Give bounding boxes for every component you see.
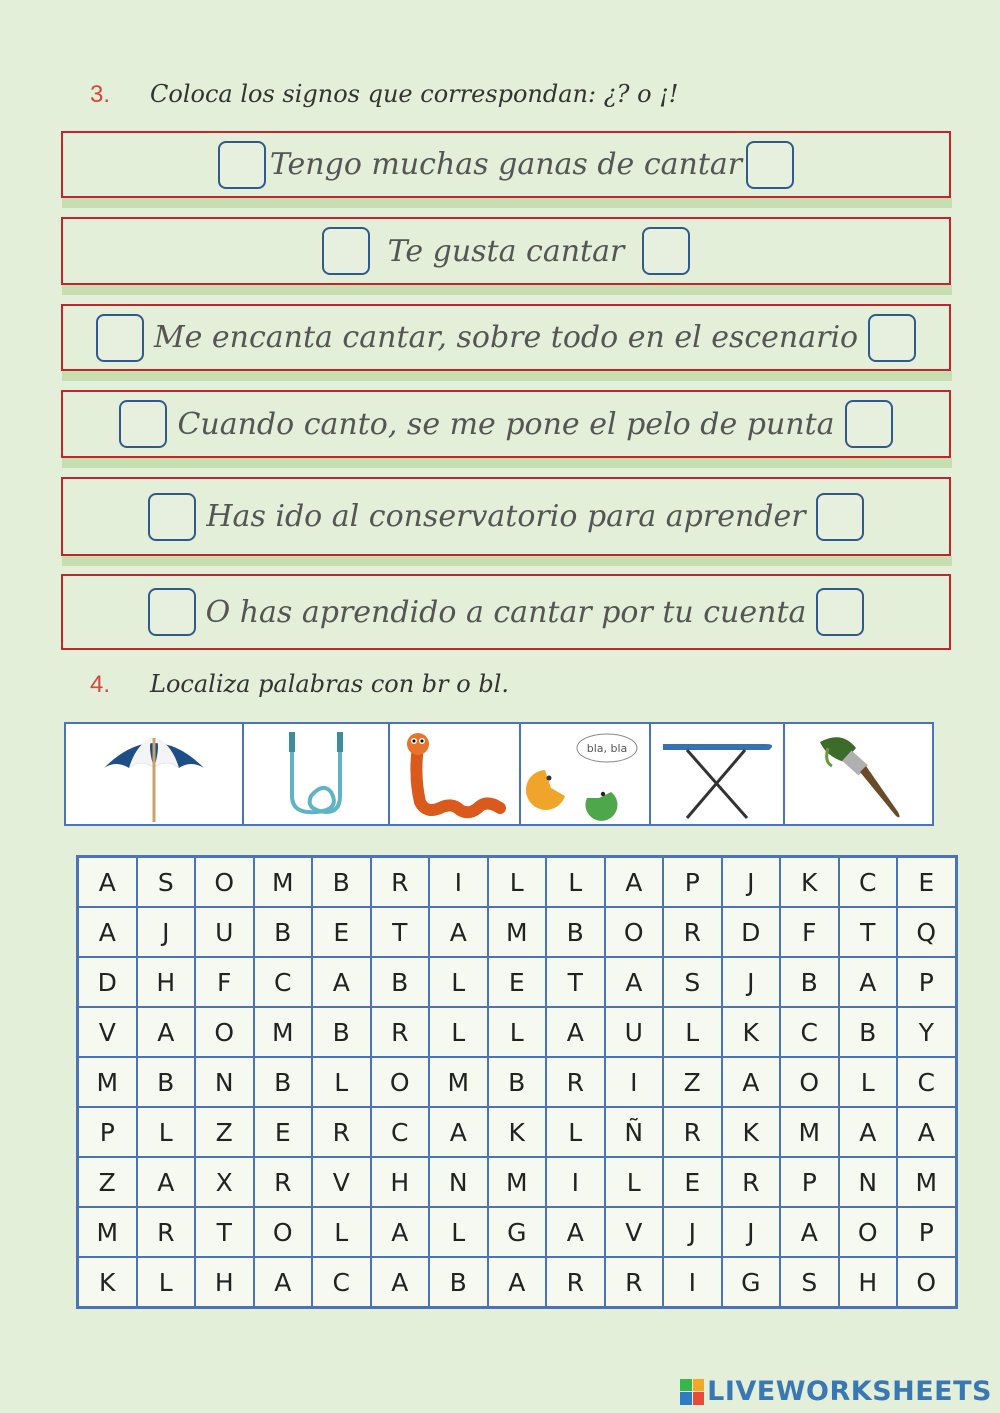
grid-letter-cell[interactable]: D — [722, 907, 781, 957]
ironing-board-icon — [651, 724, 785, 824]
divider-stripe — [62, 285, 952, 295]
grid-letter-cell[interactable]: R — [663, 1107, 722, 1157]
grid-letter-cell[interactable]: A — [605, 857, 664, 908]
umbrella-icon — [66, 724, 244, 824]
grid-row — [78, 1207, 957, 1257]
grid-letter-cell[interactable]: N — [429, 1157, 488, 1207]
grid-letter-cell[interactable]: X — [195, 1157, 254, 1207]
grid-letter-cell[interactable]: C — [897, 1057, 956, 1107]
sentence-text-1: Tengo muchas ganas de cantar — [269, 147, 743, 182]
grid-letter-cell[interactable]: U — [605, 1007, 664, 1057]
grid-letter-cell[interactable]: B — [780, 957, 839, 1007]
closing-sign-input-3[interactable] — [868, 314, 916, 362]
grid-letter-cell[interactable]: J — [722, 857, 781, 908]
grid-letter-cell[interactable]: O — [780, 1057, 839, 1107]
grid-letter-cell[interactable]: T — [195, 1207, 254, 1257]
grid-letter-cell[interactable]: A — [897, 1107, 956, 1157]
grid-letter-cell[interactable]: K — [488, 1107, 547, 1157]
opening-sign-input-1[interactable] — [218, 141, 266, 189]
grid-letter-cell[interactable]: I — [429, 857, 488, 908]
grid-letter-cell[interactable]: K — [722, 1107, 781, 1157]
grid-letter-cell[interactable]: E — [254, 1107, 313, 1157]
grid-letter-cell[interactable]: L — [137, 1107, 196, 1157]
grid-letter-cell[interactable]: R — [546, 1257, 605, 1308]
grid-row — [78, 1107, 957, 1157]
grid-letter-cell[interactable]: R — [663, 907, 722, 957]
grid-letter-cell[interactable]: A — [429, 1107, 488, 1157]
grid-letter-cell[interactable]: R — [371, 1007, 430, 1057]
closing-sign-input-4[interactable] — [845, 400, 893, 448]
grid-letter-cell[interactable]: J — [663, 1207, 722, 1257]
grid-letter-cell[interactable]: A — [488, 1257, 547, 1308]
grid-letter-cell[interactable]: L — [312, 1207, 371, 1257]
grid-letter-cell[interactable]: P — [780, 1157, 839, 1207]
grid-letter-cell[interactable]: R — [137, 1207, 196, 1257]
grid-letter-cell[interactable]: M — [780, 1107, 839, 1157]
grid-letter-cell[interactable]: H — [137, 957, 196, 1007]
grid-letter-cell[interactable]: A — [254, 1257, 313, 1308]
cable-icon — [244, 724, 390, 824]
grid-letter-cell[interactable]: J — [722, 957, 781, 1007]
grid-letter-cell[interactable]: P — [897, 957, 956, 1007]
sentence-text-4: Cuando canto, se me pone el pelo de punta — [177, 406, 835, 442]
grid-letter-cell[interactable]: L — [663, 1007, 722, 1057]
logo-icon — [680, 1379, 704, 1405]
grid-letter-cell[interactable]: I — [605, 1057, 664, 1107]
picture-strip — [64, 722, 934, 826]
grid-letter-cell[interactable]: J — [722, 1207, 781, 1257]
grid-letter-cell[interactable]: C — [312, 1257, 371, 1308]
grid-letter-cell[interactable]: O — [371, 1057, 430, 1107]
grid-letter-cell[interactable]: A — [371, 1257, 430, 1308]
grid-letter-cell[interactable]: H — [195, 1257, 254, 1308]
grid-letter-cell[interactable]: A — [137, 1007, 196, 1057]
sentence-text-2: Te gusta cantar — [387, 233, 625, 269]
grid-letter-cell[interactable]: C — [371, 1107, 430, 1157]
grid-letter-cell[interactable]: E — [663, 1157, 722, 1207]
grid-letter-cell[interactable]: L — [429, 957, 488, 1007]
grid-letter-cell[interactable]: U — [195, 907, 254, 957]
grid-letter-cell[interactable]: B — [488, 1057, 547, 1107]
grid-letter-cell[interactable]: T — [839, 907, 898, 957]
grid-letter-cell[interactable]: L — [429, 1207, 488, 1257]
grid-letter-cell[interactable]: N — [195, 1057, 254, 1107]
grid-letter-cell[interactable]: L — [488, 1007, 547, 1057]
grid-letter-cell[interactable]: H — [371, 1157, 430, 1207]
grid-letter-cell[interactable]: B — [429, 1257, 488, 1308]
grid-letter-cell[interactable]: Z — [195, 1107, 254, 1157]
opening-sign-input-5[interactable] — [148, 493, 196, 541]
grid-letter-cell[interactable]: A — [780, 1207, 839, 1257]
grid-letter-cell[interactable]: L — [137, 1257, 196, 1308]
grid-letter-cell[interactable]: E — [312, 907, 371, 957]
grid-letter-cell[interactable]: V — [312, 1157, 371, 1207]
grid-row — [78, 1257, 957, 1308]
sentence-text-5: Has ido al conservatorio para aprender — [206, 499, 806, 534]
closing-sign-input-2[interactable] — [642, 227, 690, 275]
grid-letter-cell[interactable]: Ñ — [605, 1107, 664, 1157]
grid-letter-cell[interactable]: B — [546, 907, 605, 957]
grid-row — [78, 907, 957, 957]
grid-letter-cell[interactable]: M — [488, 1157, 547, 1207]
grid-letter-cell[interactable]: A — [312, 957, 371, 1007]
grid-letter-cell[interactable]: M — [429, 1057, 488, 1107]
sentence-row-5 — [61, 477, 951, 556]
exercise-4-header — [90, 670, 509, 699]
grid-letter-cell[interactable]: P — [897, 1207, 956, 1257]
grid-letter-cell[interactable]: R — [312, 1107, 371, 1157]
grid-letter-cell[interactable]: J — [137, 907, 196, 957]
grid-letter-cell[interactable]: A — [546, 1207, 605, 1257]
grid-letter-cell[interactable]: Y — [897, 1007, 956, 1057]
grid-letter-cell[interactable]: A — [839, 957, 898, 1007]
grid-letter-cell[interactable]: L — [429, 1007, 488, 1057]
grid-letter-cell[interactable]: A — [137, 1157, 196, 1207]
grid-letter-cell[interactable]: G — [488, 1207, 547, 1257]
grid-letter-cell[interactable]: R — [605, 1257, 664, 1308]
grid-letter-cell[interactable]: C — [254, 957, 313, 1007]
grid-letter-cell[interactable]: V — [78, 1007, 137, 1057]
grid-letter-cell[interactable]: S — [137, 857, 196, 908]
grid-letter-cell[interactable]: M — [254, 857, 313, 908]
grid-letter-cell[interactable]: F — [780, 907, 839, 957]
grid-letter-cell[interactable]: C — [839, 857, 898, 908]
grid-letter-cell[interactable]: M — [488, 907, 547, 957]
grid-letter-cell[interactable]: C — [780, 1007, 839, 1057]
grid-letter-cell[interactable]: B — [254, 1057, 313, 1107]
sentence-text-6: O has aprendido a cantar por tu cuenta — [205, 594, 807, 630]
paintbrush-icon — [785, 724, 932, 824]
grid-row — [78, 1057, 957, 1107]
grid-letter-cell[interactable]: P — [78, 1107, 137, 1157]
grid-letter-cell[interactable]: B — [839, 1007, 898, 1057]
divider-stripe — [62, 198, 952, 208]
opening-sign-input-2[interactable] — [322, 227, 370, 275]
speech-bubble-text: bla, bla — [586, 742, 628, 755]
grid-row — [78, 957, 957, 1007]
grid-row — [78, 1157, 957, 1207]
grid-letter-cell[interactable]: R — [722, 1157, 781, 1207]
grid-letter-cell[interactable]: E — [488, 957, 547, 1007]
grid-letter-cell[interactable]: O — [897, 1257, 956, 1308]
grid-letter-cell[interactable]: B — [254, 907, 313, 957]
exercise-3-instruction: Coloca los signos que correspondan: ¿? o ¡! — [150, 80, 679, 108]
grid-letter-cell[interactable]: Z — [78, 1157, 137, 1207]
opening-sign-input-4[interactable] — [119, 400, 167, 448]
grid-letter-cell[interactable]: G — [722, 1257, 781, 1308]
grid-letter-cell[interactable]: A — [78, 907, 137, 957]
grid-letter-cell[interactable]: A — [78, 857, 137, 908]
sentence-row-6 — [61, 574, 951, 650]
divider-stripe — [62, 371, 952, 381]
grid-letter-cell[interactable]: O — [195, 1007, 254, 1057]
grid-letter-cell[interactable]: O — [839, 1207, 898, 1257]
grid-letter-cell[interactable]: S — [780, 1257, 839, 1308]
word-search-grid — [76, 855, 958, 1309]
exercise-3-header — [90, 80, 678, 109]
grid-letter-cell[interactable]: L — [546, 1107, 605, 1157]
exercise-3-number: 3. — [90, 81, 111, 108]
grid-letter-cell[interactable]: I — [663, 1257, 722, 1308]
grid-letter-cell[interactable]: M — [78, 1207, 137, 1257]
exercise-4-number: 4. — [90, 671, 111, 698]
grid-letter-cell[interactable]: I — [546, 1157, 605, 1207]
grid-letter-cell[interactable]: F — [195, 957, 254, 1007]
grid-letter-cell[interactable]: A — [546, 1007, 605, 1057]
grid-letter-cell[interactable]: K — [722, 1007, 781, 1057]
sentence-row-2 — [61, 217, 951, 285]
grid-letter-cell[interactable]: L — [605, 1157, 664, 1207]
grid-letter-cell[interactable]: M — [897, 1157, 956, 1207]
grid-letter-cell[interactable]: B — [137, 1057, 196, 1107]
grid-letter-cell[interactable]: B — [312, 857, 371, 908]
grid-letter-cell[interactable]: B — [371, 957, 430, 1007]
grid-letter-cell[interactable]: R — [371, 857, 430, 908]
grid-letter-cell[interactable]: K — [780, 857, 839, 908]
grid-letter-cell[interactable]: T — [371, 907, 430, 957]
closing-sign-input-1[interactable] — [746, 141, 794, 189]
grid-letter-cell[interactable]: M — [78, 1057, 137, 1107]
grid-letter-cell[interactable]: L — [488, 857, 547, 908]
brand-name: LIVEWORKSHEETS — [707, 1376, 992, 1407]
sentence-row-3 — [61, 304, 951, 371]
grid-letter-cell[interactable]: A — [429, 907, 488, 957]
divider-stripe — [62, 458, 952, 468]
grid-letter-cell[interactable]: L — [312, 1057, 371, 1107]
grid-letter-cell[interactable]: V — [605, 1207, 664, 1257]
closing-sign-input-5[interactable] — [816, 493, 864, 541]
grid-letter-cell[interactable]: S — [663, 957, 722, 1007]
grid-letter-cell[interactable]: B — [312, 1007, 371, 1057]
sentence-row-1 — [61, 131, 951, 198]
opening-sign-input-3[interactable] — [96, 314, 144, 362]
grid-letter-cell[interactable]: O — [254, 1207, 313, 1257]
grid-letter-cell[interactable]: T — [546, 957, 605, 1007]
grid-row — [78, 1007, 957, 1057]
grid-letter-cell[interactable]: R — [546, 1057, 605, 1107]
grid-letter-cell[interactable]: K — [78, 1257, 137, 1308]
opening-sign-input-6[interactable] — [148, 588, 196, 636]
grid-letter-cell[interactable]: N — [839, 1157, 898, 1207]
grid-row — [78, 857, 957, 908]
grid-letter-cell[interactable]: P — [663, 857, 722, 908]
grid-letter-cell[interactable]: Q — [897, 907, 956, 957]
grid-letter-cell[interactable]: A — [371, 1207, 430, 1257]
sentence-text-3: Me encanta cantar, sobre todo en el escenario — [153, 320, 859, 355]
talking-faces-icon — [521, 724, 651, 824]
grid-letter-cell[interactable]: O — [195, 857, 254, 908]
grid-letter-cell[interactable]: H — [839, 1257, 898, 1308]
grid-letter-cell[interactable]: L — [546, 857, 605, 908]
grid-letter-cell[interactable]: R — [254, 1157, 313, 1207]
grid-letter-cell[interactable]: L — [839, 1057, 898, 1107]
grid-letter-cell[interactable]: A — [722, 1057, 781, 1107]
grid-letter-cell[interactable]: A — [839, 1107, 898, 1157]
liveworksheets-logo — [680, 1376, 992, 1407]
grid-letter-cell[interactable]: O — [605, 907, 664, 957]
closing-sign-input-6[interactable] — [816, 588, 864, 636]
worm-icon — [390, 724, 521, 824]
grid-letter-cell[interactable]: A — [605, 957, 664, 1007]
exercise-4-instruction: Localiza palabras con br o bl. — [150, 670, 510, 698]
grid-letter-cell[interactable]: D — [78, 957, 137, 1007]
grid-letter-cell[interactable]: M — [254, 1007, 313, 1057]
grid-letter-cell[interactable]: Z — [663, 1057, 722, 1107]
grid-letter-cell[interactable]: E — [897, 857, 956, 908]
divider-stripe — [62, 556, 952, 566]
sentence-row-4 — [61, 390, 951, 458]
